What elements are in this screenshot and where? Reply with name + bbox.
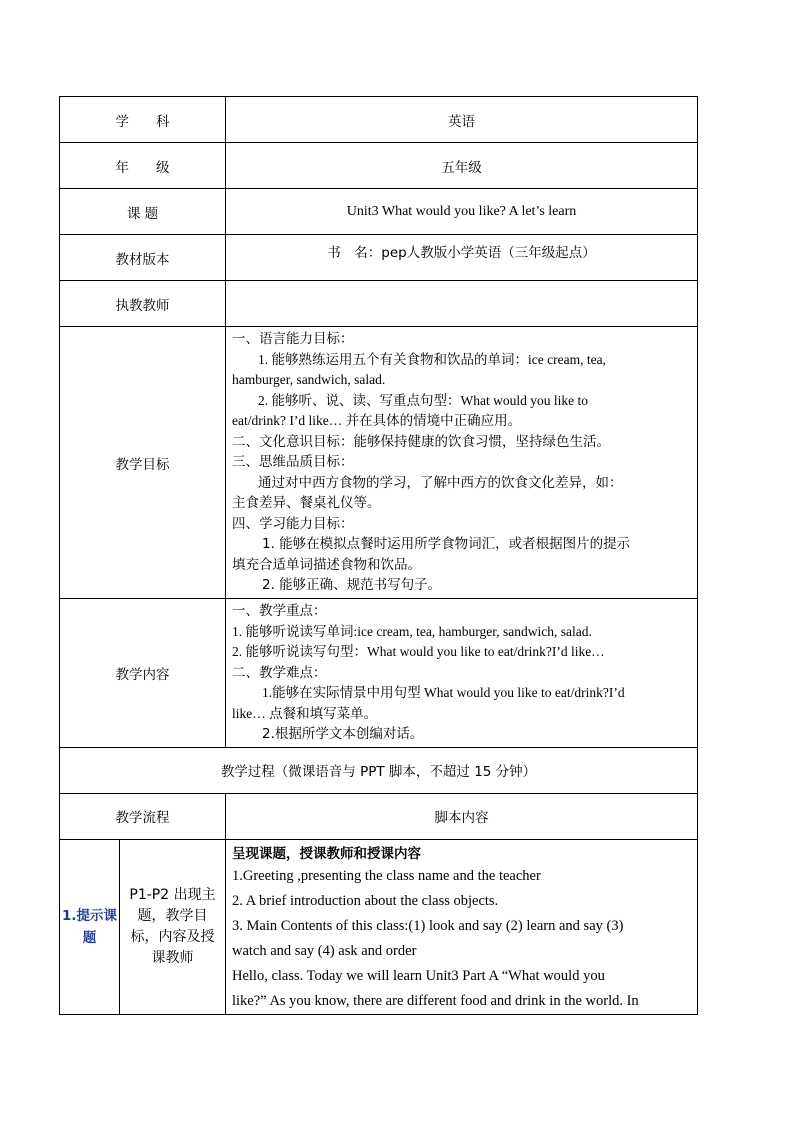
content-line: 2.根据所学文本创编对话。: [262, 726, 424, 742]
objective-line: 三、思维品质目标：: [232, 454, 354, 471]
objectives-label: 教学目标: [60, 327, 226, 599]
objective-line: 1. 能够熟练运用五个有关食物和饮品的单词：ice cream, tea,: [258, 351, 606, 367]
grade-value: 五年级: [226, 143, 698, 189]
objective-line: 主食差异、餐桌礼仪等。: [232, 495, 381, 512]
topic-label: 课 题: [60, 189, 226, 235]
objective-line: hamburger, sandwich, salad.: [232, 372, 386, 388]
lesson-plan-table: [59, 96, 698, 1015]
stage-name: 1.提示课题: [60, 839, 120, 1014]
content-line: 1. 能够听说读写单词:ice cream, tea, hamburger, sandwich, salad.: [232, 623, 592, 639]
objective-line: 2. 能够正确、规范书写句子。: [262, 577, 442, 594]
objectives-body: [226, 327, 698, 599]
process-title: 教学过程（微课语音与 PPT 脚本，不超过 15 分钟）: [60, 747, 698, 793]
content-line: 二、教学难点：: [232, 664, 327, 681]
topic-value: Unit3 What would you like? A let’s learn: [226, 189, 698, 235]
row-textbook: [60, 235, 698, 281]
stage-slides: P1-P2 出现主题，教学目标，内容及授课教师: [120, 839, 226, 1014]
content-line: 1.能够在实际情景中用句型 What would you like to eat/drink?I’d: [262, 685, 625, 700]
content-label: 教学内容: [60, 599, 226, 748]
script-header-label: 脚本内容: [226, 793, 698, 839]
objective-line: 2. 能够听、说、读、写重点句型：What would you like to: [258, 392, 588, 408]
script-line: 1.Greeting ,presenting the class name and the teacher: [232, 867, 541, 884]
content-line: 一、教学重点：: [232, 603, 327, 619]
teacher-value: [226, 281, 698, 327]
script-line: like?” As you know, there are different food and drink in the world. In: [232, 992, 639, 1009]
script-line: 2. A brief introduction about the class objects.: [232, 892, 499, 909]
objective-line: 一、语言能力目标：: [232, 331, 354, 348]
content-line: like… 点餐和填写菜单。: [232, 705, 378, 721]
objective-line: 填充合适单词描述食物和饮品。: [232, 556, 421, 573]
subject-label: 学 科: [60, 97, 226, 143]
stage-script: [226, 839, 698, 1014]
row-grade: [60, 143, 698, 189]
objective-line: eat/drink? I’d like… 并在具体的情境中正确应用。: [232, 413, 522, 429]
row-subject: [60, 97, 698, 143]
objective-line: 通过对中西方食物的学习，了解中西方的饮食文化差异，如：: [258, 474, 623, 491]
flow-header-label: 教学流程: [60, 793, 226, 839]
script-line: 3. Main Contents of this class:(1) look and say (2) learn and say (3): [232, 917, 624, 934]
grade-label: 年 级: [60, 143, 226, 189]
textbook-value: 书 名：pep人教版小学英语（三年级起点）: [226, 235, 698, 281]
script-line: watch and say (4) ask and order: [232, 942, 417, 959]
subject-value: 英语: [226, 97, 698, 143]
content-line: 2. 能够听说读写句型：What would you like to eat/drink?I’d like…: [232, 644, 605, 659]
script-line: Hello, class. Today we will learn Unit3 Part A “What would you: [232, 967, 605, 984]
objective-line: 二、文化意识目标：能够保持健康的饮食习惯，坚持绿色生活。: [232, 433, 610, 450]
row-stage-1: [60, 839, 698, 1014]
teacher-label: 执教教师: [60, 281, 226, 327]
row-teacher: [60, 281, 698, 327]
script-title: 呈现课题，授课教师和授课内容: [232, 845, 421, 862]
row-flow-header: [60, 793, 698, 839]
textbook-label: 教材版本: [60, 235, 226, 281]
row-process-title: [60, 747, 698, 793]
content-body: [226, 599, 698, 748]
row-objectives: [60, 327, 698, 599]
objective-line: 1. 能够在模拟点餐时运用所学食物词汇，或者根据图片的提示: [262, 536, 631, 553]
row-topic: [60, 189, 698, 235]
row-content: [60, 599, 698, 748]
objective-line: 四、学习能力目标：: [232, 515, 354, 532]
